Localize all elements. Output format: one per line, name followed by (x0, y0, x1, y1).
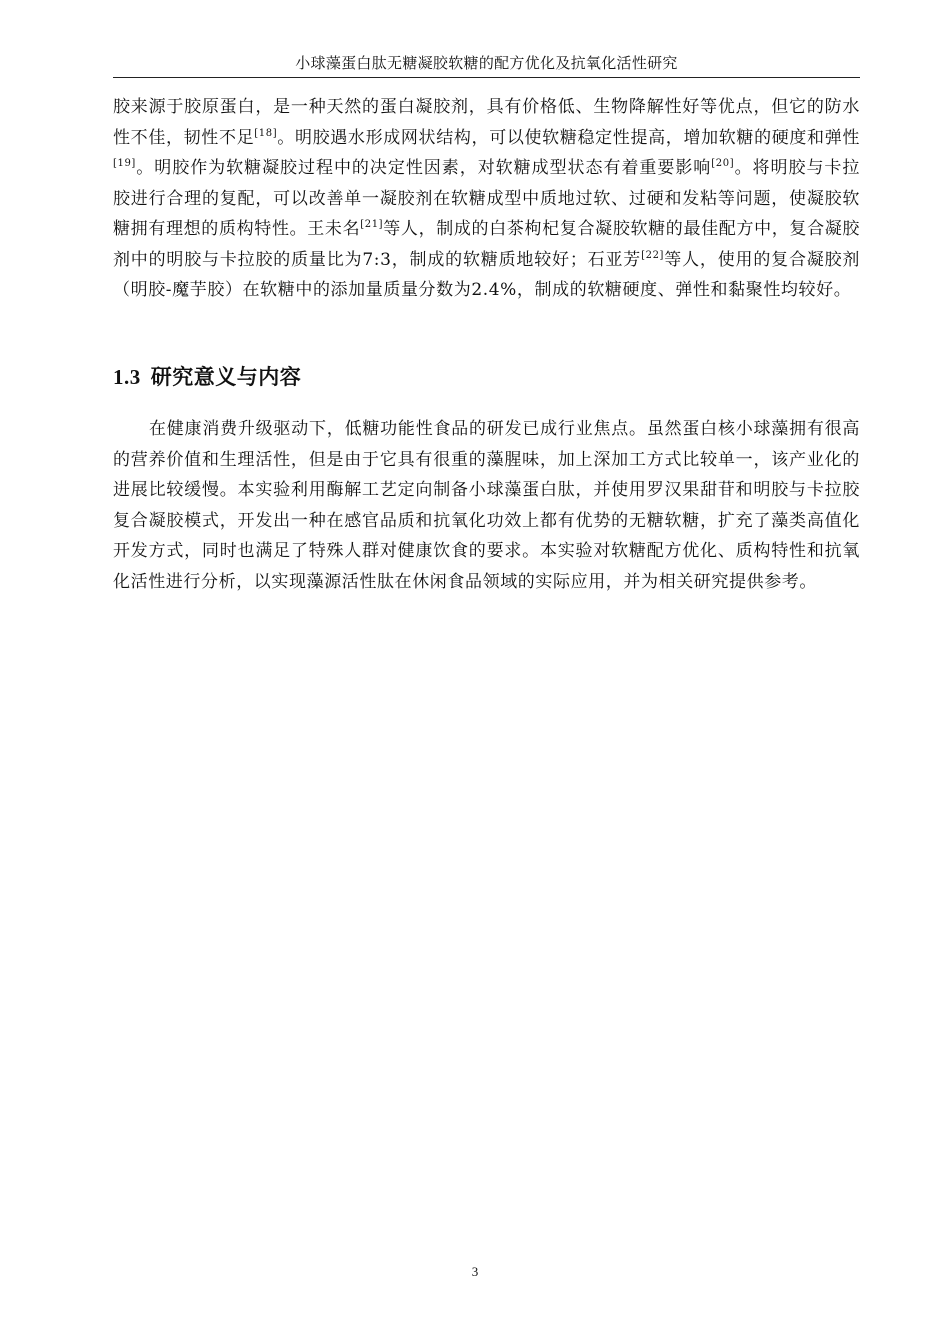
header-rule (113, 77, 860, 78)
page-number: 3 (471, 1264, 479, 1279)
section-number: 1.3 (113, 365, 141, 389)
citation-18: [18] (254, 127, 278, 139)
body-paragraph-2: 在健康消费升级驱动下，低糖功能性食品的研发已成行业焦点。虽然蛋白核小球藻拥有很高的营养价值和生理活性，但是由于它具有很重的藻腥味，加上深加工方式比较单一，该产业化的进展比较缓慢。本实验利用酶解工艺定向制备小球藻蛋白肽，并使用罗汉果甜苷和明胶与卡拉胶复合凝胶模式，开发出一种在感官品质和抗氧化功效上都有优势的无糖软糖，扩充了藻类高值化开发方式，同时也满足了特殊人群对健康饮食的要求。本实验对软糖配方优化、质构特性和抗氧化活性进行分析，以实现藻源活性肽在休闲食品领域的实际应用，并为相关研究提供参考。 (113, 419, 860, 592)
citation-21: [21] (360, 219, 384, 230)
section-title: 研究意义与内容 (150, 365, 302, 389)
citation-19: [19] (113, 158, 136, 169)
paragraph-text: 。明胶作为软糖凝胶过程中的决定性因素，对软糖成型状态有着重要影响 (135, 158, 712, 178)
paragraph-text: 等人，制成的白茶枸杞复合凝胶软糖的最佳配方中，复合凝胶剂中的明胶与卡拉胶的质量比为7:3，制成的软糖质地较好；石亚芳 (113, 219, 861, 270)
paragraph-text: 胶来源于胶原蛋白，是一种天然的蛋白凝胶剂，具有价格低、生物降解性好等优点，但它的防水性不佳，韧性不足 (113, 97, 860, 148)
paragraph-text: 。将明胶与卡拉胶进行合理的复配，可以改善单一凝胶剂在软糖成型中质地过软、过硬和发粘等问题，使凝胶软糖拥有理想的质构特性。王未名 (113, 158, 860, 239)
citation-22: [22] (641, 249, 665, 261)
running-header: 小球藻蛋白肽无糖凝胶软糖的配方优化及抗氧化活性研究 (295, 54, 678, 72)
citation-20: [20] (711, 158, 735, 169)
paragraph-text: 等人，使用的复合凝胶剂（明胶-魔芋胶）在软糖中的添加量质量分数为2.4%，制成的软糖硬度、弹性和黏聚性均较好。 (113, 249, 860, 300)
section-heading (113, 362, 301, 392)
paragraph-text: 。明胶遇水形成网状结构，可以使软糖稳定性提高，增加软糖的硬度和弹性 (277, 127, 860, 148)
body-paragraph-1 (113, 92, 860, 306)
